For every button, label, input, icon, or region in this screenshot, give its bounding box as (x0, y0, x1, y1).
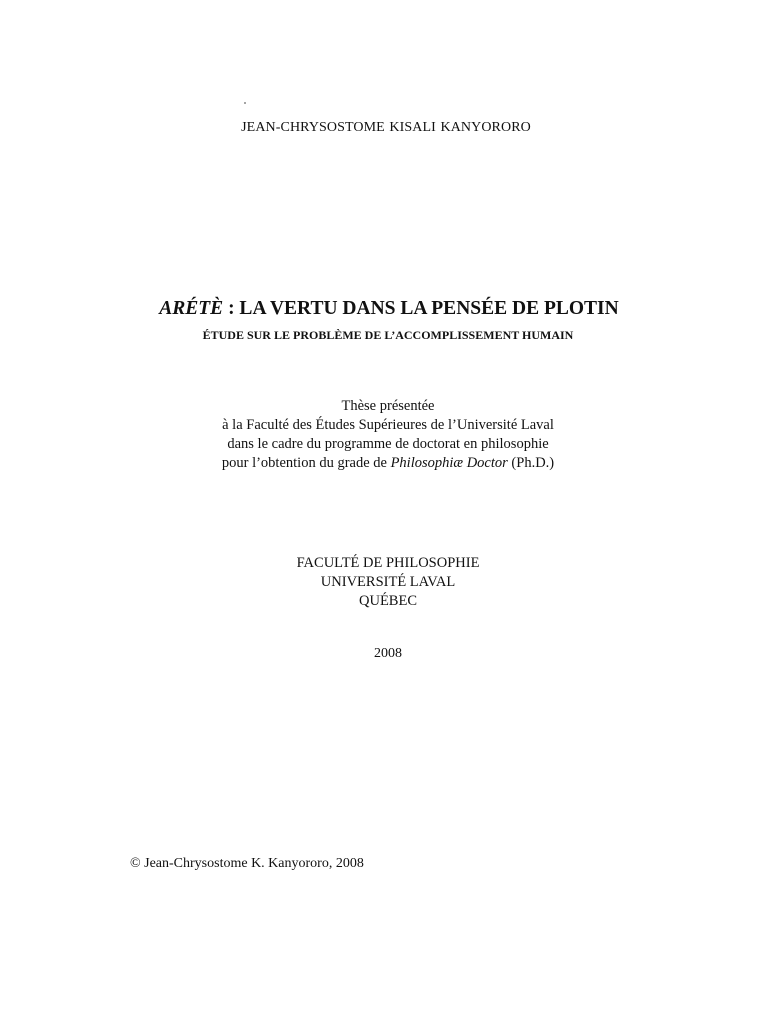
author-name: JEAN-CHRYSOSTOME KISALI KANYORORO (241, 120, 531, 135)
thesis-line-1: Thèse présentée (341, 398, 435, 414)
thesis-title-rest: : LA VERTU DANS LA PENSÉE DE PLOTIN (223, 298, 619, 319)
city-name: QUÉBEC (359, 593, 417, 609)
thesis-line-4-end: (Ph.D.) (507, 455, 555, 471)
thesis-title (0, 298, 768, 320)
degree-name: Philosophiæ Doctor (390, 455, 508, 471)
institution-block (0, 554, 768, 611)
scan-speck (244, 102, 246, 104)
university-name: UNIVERSITÉ LAVAL (320, 574, 456, 590)
thesis-subtitle: ÉTUDE SUR LE PROBLÈME DE L’ACCOMPLISSEMENT HUMAIN (202, 328, 574, 342)
thesis-line-4-start: pour l’obtention du grade de (221, 455, 391, 471)
copyright-notice: © Jean-Chrysostome K. Kanyororo, 2008 (130, 856, 364, 871)
thesis-title-greek-word: ARÉTÈ (159, 298, 224, 319)
thesis-line-2: à la Faculté des Études Supérieures de l’Université Laval (222, 417, 554, 433)
thesis-statement (0, 397, 768, 473)
thesis-year: 2008 (374, 646, 402, 661)
faculty-name: FACULTÉ DE PHILOSOPHIE (296, 555, 480, 571)
thesis-line-4 (0, 454, 768, 473)
thesis-line-3: dans le cadre du programme de doctorat en philosophie (227, 436, 549, 452)
